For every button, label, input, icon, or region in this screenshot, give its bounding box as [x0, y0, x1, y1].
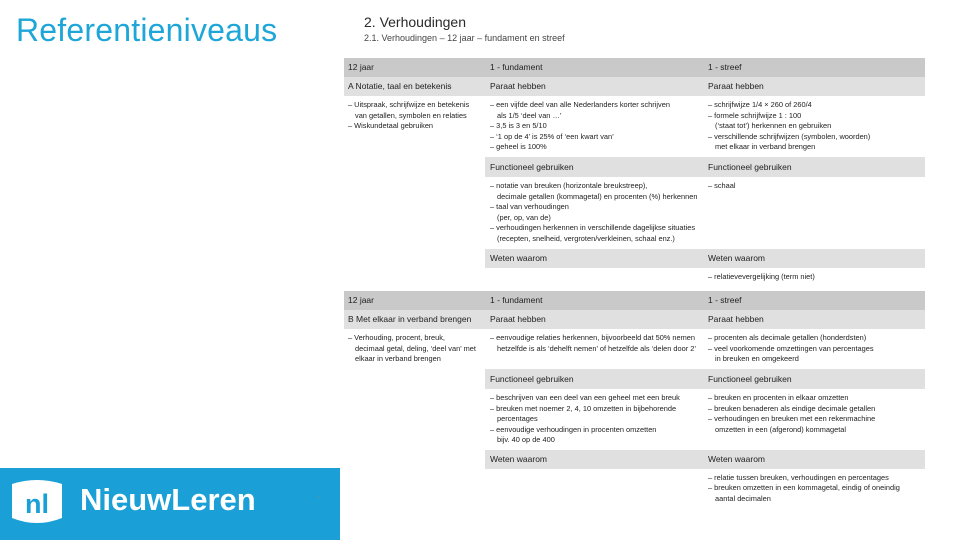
- empty-cell: [344, 157, 485, 177]
- document-subtitle: 2.1. Verhoudingen – 12 jaar – fundament en streef: [364, 33, 565, 43]
- list-item: omzetten in een (afgerond) kommagetal: [715, 424, 847, 434]
- section-a-fundament-items: [485, 100, 703, 153]
- empty-cell: [344, 393, 485, 446]
- section-b-weten-fundament: Weten waarom: [485, 450, 703, 469]
- section-a-functional-content: [344, 177, 925, 249]
- section-b-content-row: [344, 329, 925, 369]
- section-a-weten-row: [344, 249, 925, 268]
- section-a-func-fundament-items: [485, 181, 703, 245]
- list-item: (per, op, van de): [497, 212, 551, 222]
- list-item: (‘staat tot’) herkennen en gebruiken: [715, 121, 832, 131]
- section-a-weten-content: [344, 268, 925, 287]
- section-a-func-streef: Functioneel gebruiken: [703, 157, 925, 177]
- section-title-row: [344, 77, 925, 96]
- empty-cell: [344, 450, 485, 469]
- empty-cell: [344, 249, 485, 268]
- empty-cell: [344, 272, 485, 283]
- list-item: decimaal getal, deling, ‘deel van’ met: [355, 343, 476, 353]
- header-age: 12 jaar: [344, 291, 485, 310]
- list-item: – verhoudingen herkennen in verschillende dagelijkse situaties: [490, 223, 696, 233]
- list-item: – notatie van breuken (horizontale breukstreep),: [490, 180, 648, 190]
- list-item: met elkaar in verband brengen: [715, 142, 816, 152]
- list-item: – een vijfde deel van alle Nederlanders korter schrijven: [490, 100, 670, 109]
- list-item: – breuken benaderen als eindige decimale getallen: [708, 403, 876, 413]
- list-item: – relatie tussen breuken, verhoudingen en percentages: [708, 472, 889, 482]
- list-item: bijv. 40 op de 400: [497, 435, 555, 445]
- nl-logo-icon: [8, 478, 66, 528]
- section-b-title: B Met elkaar in verband brengen: [344, 310, 485, 329]
- logo-wordmark: NieuwLeren: [80, 482, 256, 517]
- list-item: – breuken omzetten in een kommagetal, eindig of oneindig: [708, 483, 900, 493]
- list-item: – beschrijven van een deel van een geheel met een breuk: [490, 392, 680, 402]
- list-item: decimale getallen (kommagetal) en procenten (%) herkennen: [497, 191, 698, 201]
- list-item: aantal decimalen: [715, 494, 771, 504]
- header-fundament: 1 - fundament: [485, 58, 703, 77]
- list-item: als 1/5 ‘deel van …’: [497, 110, 562, 120]
- section-a-content-row: [344, 96, 925, 157]
- list-item: – Verhouding, procent, breuk,: [348, 333, 445, 343]
- empty-cell: [344, 181, 485, 245]
- table-header-row: [344, 291, 925, 310]
- logo-mark-text: nl: [25, 489, 49, 519]
- document-page: [344, 58, 925, 536]
- list-item: – ‘1 op de 4’ is 25% of ‘een kwart van’: [490, 131, 614, 141]
- list-item: elkaar in verband brengen: [355, 354, 441, 364]
- section-title-row: [344, 310, 925, 329]
- section-b-paraat-streef: Paraat hebben: [703, 310, 925, 329]
- list-item: – taal van verhoudingen: [490, 202, 569, 212]
- section-b-functional-content: [344, 389, 925, 450]
- list-item: – 3,5 is 3 en 5/10: [490, 121, 547, 131]
- list-item: van getallen, symbolen en relaties: [355, 110, 467, 120]
- section-b-streef-items: [703, 333, 925, 365]
- small-mark: -: [318, 492, 321, 501]
- list-item: in breuken en omgekeerd: [715, 354, 799, 364]
- section-b-weten-row: [344, 450, 925, 469]
- section-a-func-streef-items: [703, 181, 925, 245]
- section-a-title: A Notatie, taal en betekenis: [344, 77, 485, 96]
- empty-cell: [485, 473, 703, 505]
- section-b-func-streef-items: [703, 393, 925, 446]
- section-b-weten-content: [344, 469, 925, 509]
- header-streef: 1 - streef: [703, 58, 925, 77]
- list-item: – Uitspraak, schrijfwijze en betekenis: [348, 100, 470, 109]
- list-item: – schaal: [708, 180, 736, 190]
- list-item: – verschillende schrijfwijzen (symbolen, woorden): [708, 131, 871, 141]
- empty-cell: [485, 272, 703, 283]
- list-item: – procenten als decimale getallen (honderdsten): [708, 333, 867, 343]
- section-b-fundament-items: [485, 333, 703, 365]
- section-a-paraat-streef: Paraat hebben: [703, 77, 925, 96]
- list-item: – verhoudingen en breuken met een rekenmachine: [708, 414, 876, 424]
- list-item: – Wiskundetaal gebruiken: [348, 121, 434, 131]
- reference-table: [344, 58, 925, 509]
- section-b-weten-streef-items: [703, 473, 925, 505]
- section-b-goals: [344, 333, 485, 365]
- list-item: – breuken met noemer 2, 4, 10 omzetten in bijbehorende: [490, 403, 677, 413]
- table-header-row: [344, 58, 925, 77]
- list-item: – breuken en procenten in elkaar omzetten: [708, 392, 849, 402]
- list-item: percentages: [497, 414, 538, 424]
- empty-cell: [344, 473, 485, 505]
- list-item: – eenvoudige relaties herkennen, bijvoorbeeld dat 50% nemen: [490, 333, 696, 343]
- list-item: – schrijfwijze 1/4 × 260 of 260/4: [708, 100, 812, 109]
- slide-title: Referentieniveaus: [16, 12, 278, 48]
- section-b-paraat-fundament: Paraat hebben: [485, 310, 703, 329]
- list-item: – relatievevergelijking (term niet): [708, 271, 815, 281]
- section-b-func-streef: Functioneel gebruiken: [703, 369, 925, 389]
- list-item: hetzelfde is als ‘dehelft nemen’ of hetzelfde als ‘delen door 2’: [497, 343, 696, 353]
- list-item: – geheel is 100%: [490, 142, 547, 152]
- section-a-weten-streef: Weten waarom: [703, 249, 925, 268]
- document-heading: [364, 14, 565, 43]
- list-item: – eenvoudige verhoudingen in procenten omzetten: [490, 424, 657, 434]
- header-age: 12 jaar: [344, 58, 485, 77]
- section-b-func-fundament: Functioneel gebruiken: [485, 369, 703, 389]
- header-fundament: 1 - fundament: [485, 291, 703, 310]
- section-a-func-fundament: Functioneel gebruiken: [485, 157, 703, 177]
- section-a-streef-items: [703, 100, 925, 153]
- nieuwleren-logo: [0, 468, 340, 540]
- section-b-func-fundament-items: [485, 393, 703, 446]
- list-item: (recepten, snelheid, vergroten/verkleinen, schaal enz.): [497, 233, 675, 243]
- list-item: – veel voorkomende omzettingen van percentages: [708, 343, 874, 353]
- section-b-weten-streef: Weten waarom: [703, 450, 925, 469]
- section-a-goals: [344, 100, 485, 153]
- empty-cell: [344, 369, 485, 389]
- list-item: – formele schrijfwijze 1 : 100: [708, 110, 802, 120]
- section-a-paraat-fundament: Paraat hebben: [485, 77, 703, 96]
- document-title: 2. Verhoudingen: [364, 14, 466, 30]
- header-streef: 1 - streef: [703, 291, 925, 310]
- section-a-weten-fundament: Weten waarom: [485, 249, 703, 268]
- section-a-weten-streef-items: [703, 272, 925, 283]
- section-a-functional-row: [344, 157, 925, 177]
- section-b-functional-row: [344, 369, 925, 389]
